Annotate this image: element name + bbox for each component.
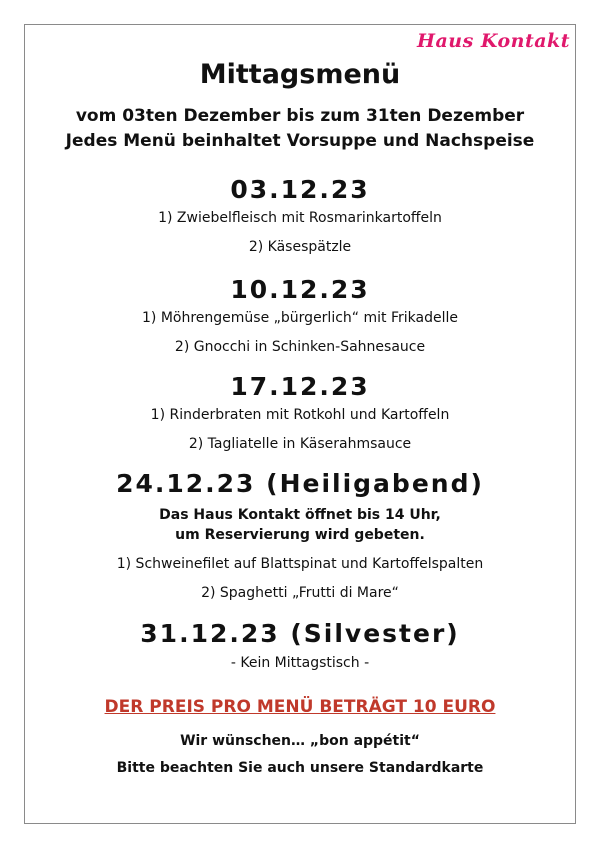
menu-item: 1) Zwiebelfleisch mit Rosmarinkartoffeln bbox=[158, 210, 442, 226]
price-notice: DER PREIS PRO MENÜ BETRÄGT 10 EURO bbox=[104, 697, 496, 717]
menu-item: 1) Möhrengemüse „bürgerlich“ mit Frikadelle bbox=[142, 310, 458, 326]
menu-period: vom 03ten Dezember bis zum 31ten Dezember bbox=[75, 106, 525, 126]
menu-item: 2) Spaghetti „Frutti di Mare“ bbox=[201, 585, 399, 601]
day-date-4: 24.12.23 (Heiligabend) bbox=[116, 469, 484, 498]
brand-logo: Haus Kontakt bbox=[417, 30, 570, 52]
reservation-note: um Reservierung wird gebeten. bbox=[175, 527, 425, 543]
menu-item: 1) Rinderbraten mit Rotkohl und Kartoffeln bbox=[150, 407, 450, 423]
day-date-1: 03.12.23 bbox=[230, 175, 370, 204]
standard-menu-hint: Bitte beachten Sie auch unsere Standardkarte bbox=[116, 760, 484, 776]
menu-included: Jedes Menü beinhaltet Vorsuppe und Nachspeise bbox=[65, 131, 535, 151]
day-date-2: 10.12.23 bbox=[230, 275, 370, 304]
opening-note: Das Haus Kontakt öffnet bis 14 Uhr, bbox=[159, 507, 441, 523]
bon-appetit: Wir wünschen… „bon appétit“ bbox=[180, 733, 420, 749]
menu-item: 1) Schweinefilet auf Blattspinat und Kartoffelspalten bbox=[116, 556, 484, 572]
menu-item: 2) Tagliatelle in Käserahmsauce bbox=[188, 436, 412, 452]
menu-item: 2) Käsespätzle bbox=[248, 239, 352, 255]
no-lunch-note: - Kein Mittagstisch - bbox=[230, 655, 370, 671]
day-date-5: 31.12.23 (Silvester) bbox=[140, 619, 460, 648]
day-date-3: 17.12.23 bbox=[230, 372, 370, 401]
menu-item: 2) Gnocchi in Schinken-Sahnesauce bbox=[174, 339, 426, 355]
page-title: Mittagsmenü bbox=[199, 59, 401, 90]
